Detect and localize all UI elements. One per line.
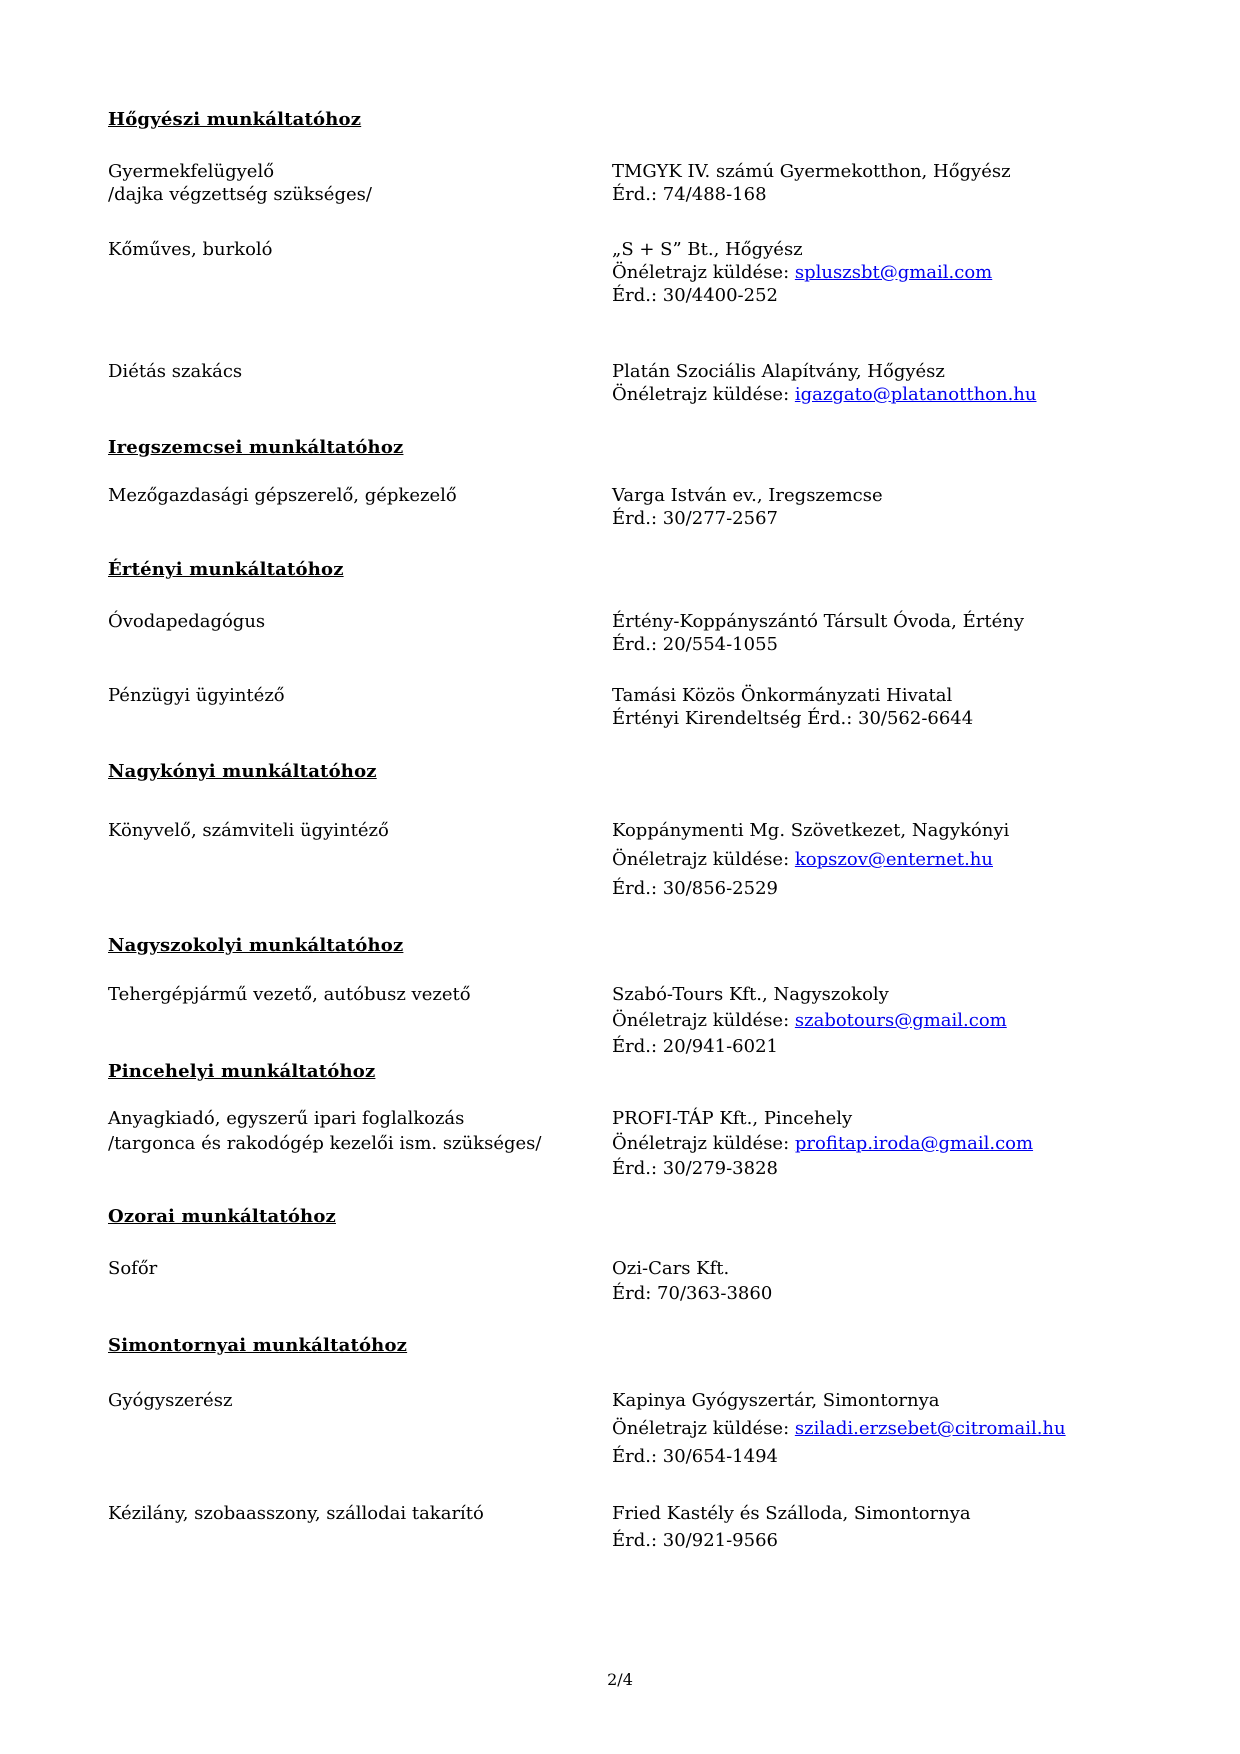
employer-line: Érd.: 74/488-168 [612, 184, 767, 205]
employer-line: Érd.: 30/921-9566 [612, 1530, 778, 1551]
employer-line: Értényi Kirendeltség Érd.: 30/562-6644 [612, 708, 974, 729]
employer-info [612, 1500, 1208, 1554]
job-title [108, 610, 612, 656]
employer-line: Érd.: 30/277-2567 [612, 508, 778, 529]
job-title [108, 1106, 612, 1181]
employer-line: Tamási Közös Önkormányzati Hivatal [612, 685, 953, 706]
employer-line: Önéletrajz küldése: profitap.iroda@gmail.com [612, 1133, 1034, 1154]
job-title-line: Diétás szakács [108, 361, 243, 382]
employer-info [612, 684, 1208, 730]
employer-info [612, 1387, 1208, 1471]
job-row [108, 160, 1208, 206]
section-heading: Hőgyészi munkáltatóhoz [108, 109, 362, 130]
employer-info [612, 484, 1208, 530]
section-heading: Iregszemcsei munkáltatóhoz [108, 437, 404, 458]
job-title-line: Kőműves, burkoló [108, 239, 273, 260]
employer-line: PROFI-TÁP Kft., Pincehely [612, 1108, 853, 1129]
page-number: 2/4 [607, 1670, 633, 1689]
employer-info [612, 982, 1208, 1060]
employer-line: Platán Szociális Alapítvány, Hőgyész [612, 361, 945, 382]
employer-line: Érd: 70/363-3860 [612, 1283, 773, 1304]
job-title-line: Óvodapedagógus [108, 611, 266, 632]
job-row [108, 684, 1208, 730]
employer-line: Koppánymenti Mg. Szövetkezet, Nagykónyi [612, 820, 1010, 841]
email-link[interactable]: szabotours@gmail.com [794, 1010, 1007, 1031]
job-title [108, 1387, 612, 1471]
employer-line: Önéletrajz küldése: igazgato@platanotthon.hu [612, 384, 1037, 405]
job-row [108, 238, 1208, 307]
employer-line: Fried Kastély és Szálloda, Simontornya [612, 1503, 971, 1524]
job-row [108, 360, 1208, 406]
job-title [108, 238, 612, 307]
job-title [108, 982, 612, 1060]
employer-info [612, 1106, 1208, 1181]
job-title-line: /targonca és rakodógép kezelői ism. szükséges/ [108, 1133, 542, 1154]
job-row [108, 484, 1208, 530]
employer-line: Értény-Koppányszántó Társult Óvoda, Értény [612, 611, 1024, 632]
section-heading: Értényi munkáltatóhoz [108, 559, 344, 580]
employer-line: Önéletrajz küldése: sziladi.erzsebet@citromail.hu [612, 1418, 1066, 1439]
job-row [108, 982, 1208, 1060]
employer-line: Varga István ev., Iregszemcse [612, 485, 883, 506]
section-heading: Simontornyai munkáltatóhoz [108, 1335, 408, 1356]
job-title-line: Tehergépjármű vezető, autóbusz vezető [108, 984, 471, 1005]
employer-line: TMGYK IV. számú Gyermekotthon, Hőgyész [612, 161, 1011, 182]
email-link[interactable]: igazgato@platanotthon.hu [794, 384, 1037, 405]
email-link[interactable]: profitap.iroda@gmail.com [794, 1133, 1034, 1154]
employer-info [612, 160, 1208, 206]
email-link[interactable]: kopszov@enternet.hu [794, 849, 993, 870]
employer-line: Önéletrajz küldése: szabotours@gmail.com [612, 1010, 1007, 1031]
job-row [108, 1387, 1208, 1471]
job-row [108, 1500, 1208, 1554]
employer-line: Szabó-Tours Kft., Nagyszokoly [612, 984, 889, 1005]
job-row [108, 1256, 1208, 1306]
email-link[interactable]: sziladi.erzsebet@citromail.hu [794, 1418, 1066, 1439]
job-title-line: Gyermekfelügyelő [108, 161, 275, 182]
job-title [108, 1256, 612, 1306]
section-heading: Nagykónyi munkáltatóhoz [108, 761, 377, 782]
employer-info [612, 610, 1208, 656]
section-heading: Ozorai munkáltatóhoz [108, 1206, 336, 1227]
employer-line: Érd.: 30/279-3828 [612, 1158, 778, 1179]
job-title-line: Könyvelő, számviteli ügyintéző [108, 820, 389, 841]
job-title [108, 816, 612, 903]
job-title-line: Anyagkiadó, egyszerű ipari foglalkozás [108, 1108, 465, 1129]
job-title-line: Mezőgazdasági gépszerelő, gépkezelő [108, 485, 457, 506]
employer-info [612, 360, 1208, 406]
job-title-line: Gyógyszerész [108, 1390, 233, 1411]
employer-line: Érd.: 30/4400-252 [612, 285, 778, 306]
job-title [108, 1500, 612, 1554]
job-title-line: Pénzügyi ügyintéző [108, 685, 285, 706]
job-title [108, 160, 612, 206]
employer-line: Önéletrajz küldése: spluszsbt@gmail.com [612, 262, 993, 283]
job-row [108, 610, 1208, 656]
employer-info [612, 816, 1208, 903]
email-link[interactable]: spluszsbt@gmail.com [794, 262, 993, 283]
job-title-line: /dajka végzettség szükséges/ [108, 184, 372, 205]
employer-line: Önéletrajz küldése: kopszov@enternet.hu [612, 849, 993, 870]
employer-line: Ozi-Cars Kft. [612, 1258, 730, 1279]
employer-line: Érd.: 20/554-1055 [612, 634, 778, 655]
employer-line: Érd.: 30/856-2529 [612, 878, 778, 899]
job-title [108, 684, 612, 730]
section-heading: Pincehelyi munkáltatóhoz [108, 1061, 376, 1082]
employer-line: Érd.: 20/941-6021 [612, 1036, 778, 1057]
job-title-line: Kézilány, szobaasszony, szállodai takarító [108, 1503, 484, 1524]
section-heading: Nagyszokolyi munkáltatóhoz [108, 935, 404, 956]
employer-line: „S + S” Bt., Hőgyész [612, 239, 803, 260]
job-row [108, 816, 1208, 903]
employer-info [612, 1256, 1208, 1306]
job-row [108, 1106, 1208, 1181]
job-title-line: Sofőr [108, 1258, 158, 1279]
employer-line: Érd.: 30/654-1494 [612, 1446, 778, 1467]
job-title [108, 360, 612, 406]
job-title [108, 484, 612, 530]
employer-line: Kapinya Gyógyszertár, Simontornya [612, 1390, 940, 1411]
employer-info [612, 238, 1208, 307]
